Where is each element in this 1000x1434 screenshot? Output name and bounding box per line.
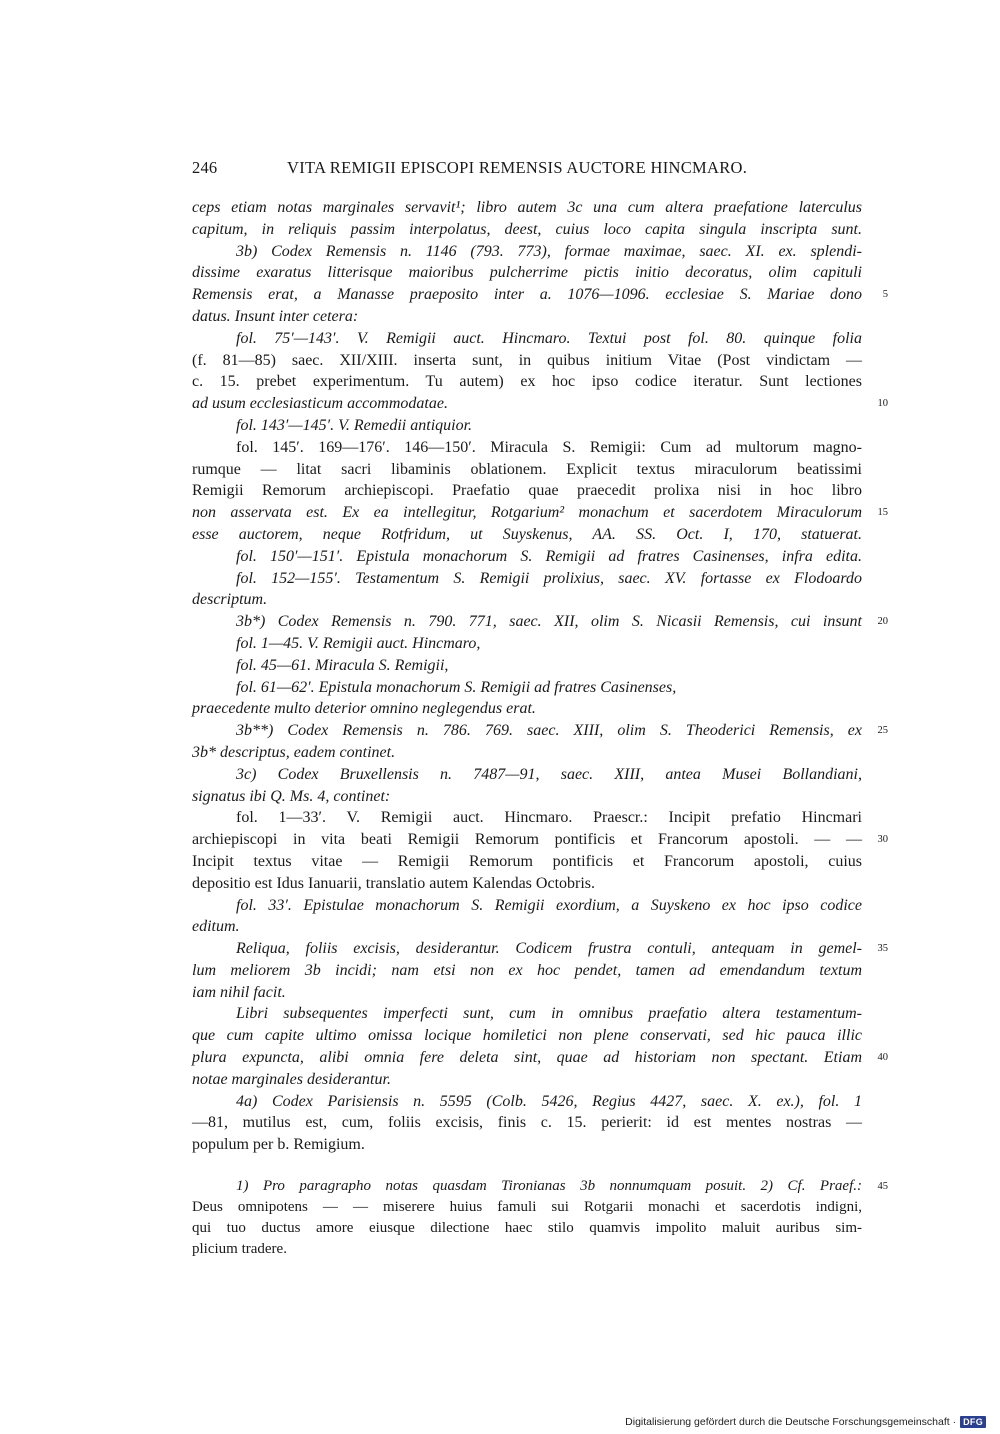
text-line — [192, 262, 862, 284]
line-text: fol. 1—33′. V. Remigii auct. Hincmaro. Praescr.: Incipit prefatio Hincmari — [236, 809, 862, 827]
running-header — [192, 158, 862, 184]
line-text: editum. — [192, 918, 240, 936]
line-text: que cum capite ultimo omissa locique homiletici non plene conservati, sed hic pauca illic — [192, 1027, 862, 1045]
text-line — [192, 1091, 862, 1113]
line-text: (f. 81—85) saec. XII/XIII. inserta sunt, in quibus initium Vitae (Post vindictam — — [192, 351, 862, 369]
line-text: fol. 33′. Epistulae monachorum S. Remigii exordium, a Suyskeno ex hoc ipso codice — [236, 896, 862, 914]
line-text: ad usum ecclesiasticum accommodatae. — [192, 395, 448, 413]
line-text: notae marginales desiderantur. — [192, 1070, 391, 1088]
text-line — [192, 1003, 862, 1025]
text-line — [192, 524, 862, 546]
text-line — [192, 1134, 862, 1156]
text-line — [192, 916, 862, 938]
line-number: 40 — [877, 1052, 888, 1064]
text-line — [192, 895, 862, 917]
line-number: 45 — [877, 1181, 888, 1192]
line-text: —81, mutilus est, cum, foliis excisis, finis c. 15. perierit: id est mentes nostras — — [192, 1114, 862, 1132]
line-text: 3b**) Codex Remensis n. 786. 769. saec. XIII, olim S. Theoderici Remensis, ex — [236, 722, 862, 740]
line-number: 5 — [882, 289, 888, 301]
footnote-line — [192, 1239, 862, 1260]
line-text: populum per b. Remigium. — [192, 1136, 365, 1154]
line-number: 20 — [877, 616, 888, 628]
line-text: Incipit textus vitae — Remigii Remorum pontificis et Francorum apostoli, cuius — [192, 852, 862, 870]
line-text: datus. Insunt inter cetera: — [192, 307, 359, 325]
line-number: 30 — [877, 834, 888, 846]
text-line — [192, 1025, 862, 1047]
line-number: 25 — [877, 725, 888, 737]
line-text: 3c) Codex Bruxellensis n. 7487—91, saec. XIII, antea Musei Bollandiani, — [236, 765, 862, 783]
text-line — [192, 197, 862, 219]
text-line — [192, 546, 862, 568]
line-text: 3b) Codex Remensis n. 1146 (793. 773), formae maximae, saec. XI. ex. splendi- — [236, 242, 862, 260]
text-line — [192, 306, 862, 328]
line-text: dissime exaratus litterisque maioribus pulcherrime pictis initio decoratus, olim capituli — [192, 264, 862, 282]
line-text: fol. 145′. 169—176′. 146—150′. Miracula S. Remigii: Cum ad multorum magno- — [236, 438, 862, 456]
text-line — [192, 655, 862, 677]
text-line — [192, 698, 862, 720]
footnote-text: Deus omnipotens — — miserere huius famuli sui Rotgarii monachi et sacerdotis indigni, — [192, 1199, 862, 1215]
text-line — [192, 219, 862, 241]
line-text: 3b*) Codex Remensis n. 790. 771, saec. XII, olim S. Nicasii Remensis, cui insunt — [236, 613, 862, 631]
line-text: fol. 75′—143′. V. Remigii auct. Hincmaro. Textui post fol. 80. quinque folia — [236, 329, 862, 347]
line-text: fol. 1—45. V. Remigii auct. Hincmaro, — [236, 634, 481, 652]
text-line — [192, 829, 888, 851]
footnote-line — [192, 1218, 862, 1239]
text-line — [192, 480, 862, 502]
credit-text: Digitalisierung gefördert durch die Deutsche Forschungsgemeinschaft · — [625, 1416, 957, 1428]
text-line — [192, 1069, 862, 1091]
line-text: fol. 150′—151′. Epistula monachorum S. Remigii ad fratres Casinenses, infra edita. — [236, 547, 862, 565]
text-line — [192, 764, 862, 786]
line-text: Remigii Remorum archiepiscopi. Praefatio quae praecedit prolixa nisi in hoc libro — [192, 482, 862, 500]
running-title: VITA REMIGII EPISCOPI REMENSIS AUCTORE HINCMARO. — [287, 158, 748, 177]
line-number: 35 — [877, 943, 888, 955]
text-line — [192, 960, 862, 982]
line-text: c. 15. prebet experimentum. Tu autem) ex hoc ipso codice iteratur. Sunt lectiones — [192, 373, 862, 391]
line-text: Libri subsequentes imperfecti sunt, cum in omnibus praefatio altera testamentum- — [236, 1005, 862, 1023]
line-number: 10 — [877, 398, 888, 410]
text-line — [192, 568, 862, 590]
text-line — [192, 393, 888, 415]
line-text: fol. 143′—145′. V. Remedii antiquior. — [236, 416, 473, 434]
line-text: Reliqua, foliis excisis, desiderantur. Codicem frustra contuli, antequam in gemel- — [236, 940, 862, 958]
text-line — [192, 742, 862, 764]
line-text: ceps etiam notas marginales servavit¹; libro autem 3c una cum altera praefatione laterculus — [192, 199, 862, 216]
text-line — [192, 371, 862, 393]
line-text: depositio est Idus Ianuarii, translatio autem Kalendas Octobris. — [192, 874, 596, 892]
line-text: non asservata est. Ex ea intellegitur, Rotgarium² monachum et sacerdotem Miraculorum — [192, 504, 862, 522]
footnote-line — [192, 1197, 862, 1218]
line-number: 15 — [877, 507, 888, 519]
text-line — [192, 350, 862, 372]
page-number: 246 — [192, 158, 218, 177]
footnote-line — [192, 1176, 888, 1197]
line-text: rumque — litat sacri libaminis oblationem. Explicit textus miraculorum beatissimi — [192, 460, 862, 478]
text-line — [192, 328, 862, 350]
line-text: 3b* descriptus, eadem continet. — [192, 743, 396, 761]
text-line — [192, 633, 862, 655]
line-text: 4a) Codex Parisiensis n. 5595 (Colb. 5426, Regius 4427, saec. X. ex.), fol. 1 — [236, 1092, 862, 1110]
text-line — [192, 938, 888, 960]
line-text: descriptum. — [192, 591, 268, 609]
footnote-text: 1) Pro paragrapho notas quasdam Tironianas 3b nonnumquam posuit. 2) Cf. Praef.: — [236, 1178, 862, 1194]
text-line — [192, 851, 862, 873]
text-line — [192, 1047, 888, 1069]
line-text: archiepiscopi in vita beati Remigii Remorum pontificis et Francorum apostoli. — — — [192, 831, 862, 849]
footnote-text: plicium tradere. — [192, 1241, 287, 1257]
text-line — [192, 807, 862, 829]
line-text: plura expuncta, alibi omnia fere deleta sint, quae ad historiam non spectant. Etiam — [192, 1049, 862, 1067]
line-text: lum meliorem 3b incidi; nam etsi non ex hoc pendet, tamen ad emendandum textum — [192, 961, 862, 979]
line-text: esse auctorem, neque Rotfridum, ut Suyskenus, AA. SS. Oct. I, 170, statuerat. — [192, 525, 862, 543]
line-text: iam nihil facit. — [192, 983, 286, 1001]
text-line — [192, 415, 862, 437]
line-text: fol. 45—61. Miracula S. Remigii, — [236, 656, 449, 674]
line-text: capitum, in reliquis passim interpolatus, deest, cuius loco capita singula inscripta sunt. — [192, 220, 862, 238]
text-line — [192, 502, 888, 524]
text-line — [192, 284, 888, 306]
dfg-logo-icon: DFG — [960, 1416, 986, 1428]
text-line — [192, 786, 862, 808]
footnotes — [192, 1176, 888, 1260]
text-line — [192, 589, 862, 611]
text-line — [192, 459, 862, 481]
text-line — [192, 611, 888, 633]
text-line — [192, 1112, 862, 1134]
text-line — [192, 437, 862, 459]
text-line — [192, 677, 862, 699]
text-line — [192, 241, 862, 263]
line-text: signatus ibi Q. Ms. 4, continet: — [192, 787, 391, 805]
text-line — [192, 982, 862, 1004]
text-line — [192, 873, 862, 895]
footnote-text: qui tuo ductus amore eiusque dilectione haec stilo quamvis impolito maluit auribus sim- — [192, 1220, 862, 1236]
line-text: fol. 152—155′. Testamentum S. Remigii prolixius, saec. XV. fortasse ex Flodoardo — [236, 569, 862, 587]
body-text — [192, 197, 888, 1156]
line-text: fol. 61—62′. Epistula monachorum S. Remigii ad fratres Casinenses, — [236, 678, 677, 696]
line-text: praecedente multo deterior omnino neglegendus erat. — [192, 700, 536, 718]
line-text: Remensis erat, a Manasse praeposito inter a. 1076—1096. ecclesiae S. Mariae dono — [192, 286, 862, 304]
text-line — [192, 720, 888, 742]
digitization-credit — [625, 1414, 986, 1430]
